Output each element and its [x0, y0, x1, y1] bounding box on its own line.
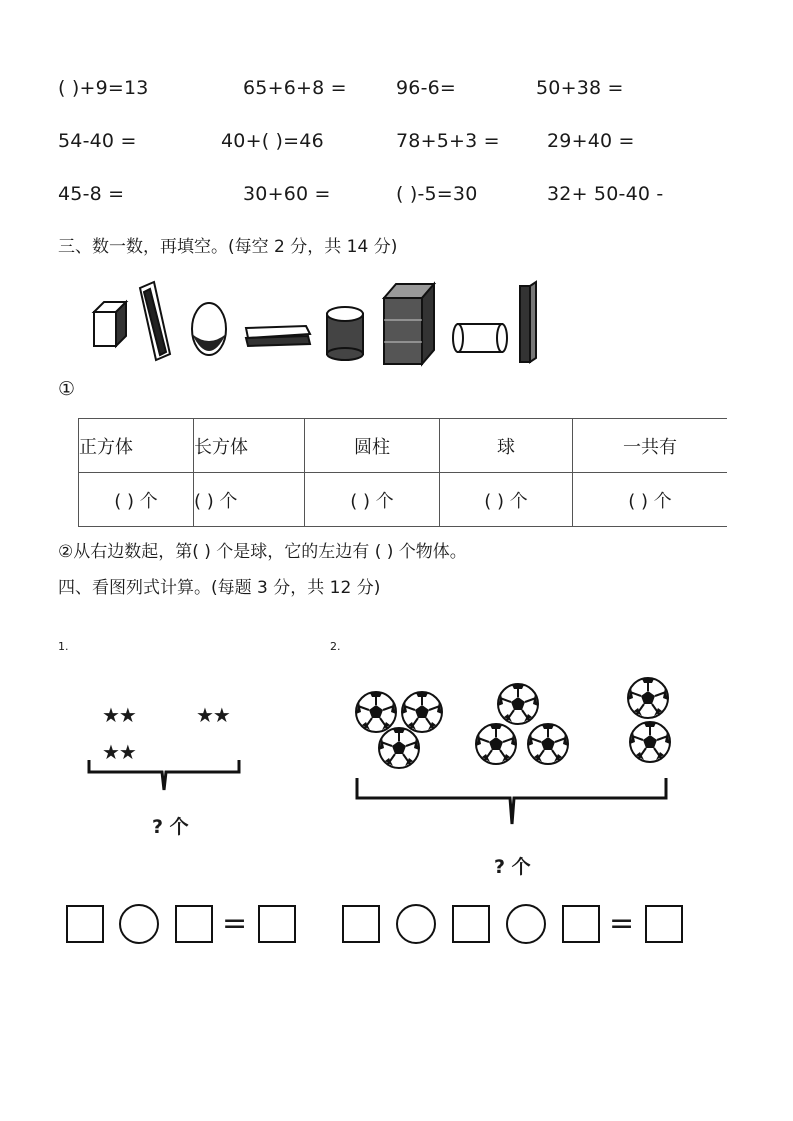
equation[interactable]: 30+60 =	[243, 183, 331, 205]
answer-box[interactable]	[342, 905, 380, 943]
result-box[interactable]	[258, 905, 296, 943]
header-cuboid: 长方体	[194, 419, 305, 473]
tilted-cuboid-shape	[140, 282, 170, 360]
item-2-question[interactable]: ②从右边数起，第( ) 个是球，它的左边有 ( ) 个物体。	[58, 542, 467, 562]
section-3-title: 三、数一数，再填空。(每空 2 分，共 14 分)	[58, 237, 398, 257]
soccer-balls	[340, 670, 680, 780]
item-1-marker: ①	[58, 378, 76, 400]
answer-box[interactable]	[452, 905, 490, 943]
problem-2-number: 2.	[330, 640, 341, 653]
count-table	[78, 418, 727, 527]
tall-cuboid-shape	[520, 282, 536, 362]
soccer-ball	[498, 684, 538, 724]
cylinder-shape	[453, 324, 507, 352]
problem-1-number: 1.	[58, 640, 69, 653]
solids-illustration	[88, 278, 558, 368]
equation[interactable]: ( )+9=13	[58, 77, 149, 99]
ball-shape	[192, 303, 226, 355]
answer-box[interactable]	[66, 905, 104, 943]
star-group: ★★	[102, 740, 136, 764]
equation[interactable]: 40+( )=46	[221, 130, 324, 152]
soccer-ball	[628, 678, 668, 718]
star-group: ★★	[196, 703, 230, 727]
table-header-row	[79, 419, 728, 473]
equals-sign: =	[222, 906, 248, 941]
table-answer-row	[79, 473, 728, 527]
equation[interactable]: 54-40 =	[58, 130, 137, 152]
header-sphere: 球	[440, 419, 573, 473]
answer-cylinder[interactable]: ( ) 个	[305, 473, 440, 527]
equation[interactable]: 45-8 =	[58, 183, 125, 205]
soccer-ball	[476, 724, 516, 764]
result-box[interactable]	[645, 905, 683, 943]
large-cuboid-shape	[384, 284, 434, 364]
soccer-ball	[356, 692, 396, 732]
answer-box[interactable]	[175, 905, 213, 943]
equation[interactable]: 50+38 =	[536, 77, 624, 99]
equation[interactable]: 29+40 =	[547, 130, 635, 152]
question-1-label: ? 个	[152, 816, 189, 838]
answer-cuboid[interactable]: ( ) 个	[194, 473, 305, 527]
equation[interactable]: 65+6+8 =	[243, 77, 347, 99]
operator-circle[interactable]	[506, 904, 546, 944]
header-total: 一共有	[573, 419, 728, 473]
star-group: ★★	[102, 703, 136, 727]
answer-box[interactable]	[562, 905, 600, 943]
section-4-title: 四、看图列式计算。(每题 3 分，共 12 分)	[58, 578, 381, 598]
soccer-ball	[379, 728, 419, 768]
equals-sign: =	[609, 906, 635, 941]
equation[interactable]: ( )-5=30	[396, 183, 478, 205]
answer-cube[interactable]: ( ) 个	[79, 473, 194, 527]
soccer-ball	[630, 722, 670, 762]
soccer-ball	[528, 724, 568, 764]
question-2-label: ? 个	[494, 856, 531, 878]
answer-total[interactable]: ( ) 个	[573, 473, 728, 527]
equation[interactable]: 78+5+3 =	[396, 130, 500, 152]
header-cube: 正方体	[79, 419, 194, 473]
soccer-ball	[402, 692, 442, 732]
flat-cuboid-shape	[246, 326, 310, 346]
equation[interactable]: 32+ 50-40 -	[547, 183, 664, 205]
cylinder-shape	[327, 307, 363, 360]
operator-circle[interactable]	[119, 904, 159, 944]
answer-sphere[interactable]: ( ) 个	[440, 473, 573, 527]
brace-2	[354, 776, 670, 828]
cube-shape	[94, 302, 126, 346]
header-cylinder: 圆柱	[305, 419, 440, 473]
operator-circle[interactable]	[396, 904, 436, 944]
brace-1	[86, 758, 242, 794]
equation[interactable]: 96-6=	[396, 77, 457, 99]
